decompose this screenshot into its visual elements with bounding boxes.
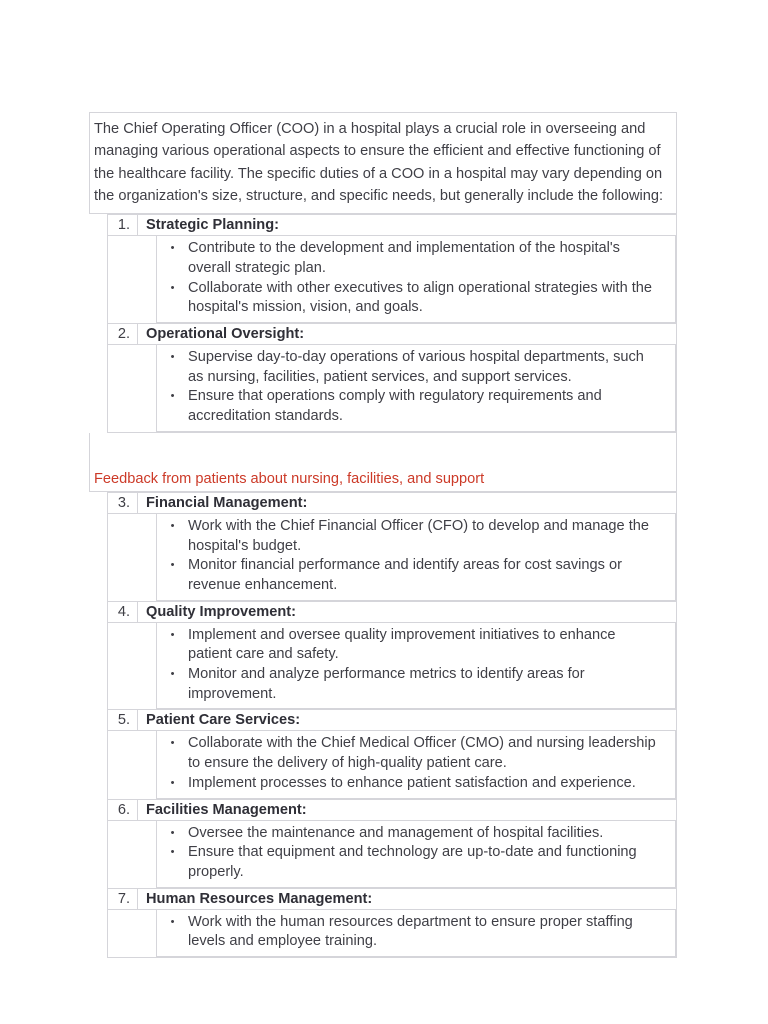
bullet-list xyxy=(156,623,676,710)
list-item-header xyxy=(108,602,676,623)
bullet-list xyxy=(156,821,676,888)
list-item-number: 3. xyxy=(108,493,138,513)
list-item-header xyxy=(108,710,676,731)
list-item-block xyxy=(107,709,677,798)
bullet-list xyxy=(156,731,676,798)
list-item-header xyxy=(108,800,676,821)
bullet-item xyxy=(157,348,665,387)
list-item-header xyxy=(108,493,676,514)
bullet-text: Ensure that equipment and technology are up-to-date and functioning properly. xyxy=(188,844,637,880)
list-item-number: 2. xyxy=(108,324,138,344)
list-item-title: Quality Improvement: xyxy=(146,603,297,620)
list-item-title: Human Resources Management: xyxy=(146,890,373,907)
bullet-list xyxy=(156,514,676,601)
bullet-text: Implement processes to enhance patient satisfaction and experience. xyxy=(188,774,636,791)
list-item-header xyxy=(108,889,676,910)
list-item-block xyxy=(107,323,677,433)
bullet-text: Work with the human resources department to ensure proper staffing levels and employee training. xyxy=(188,913,633,950)
list-item-title: Financial Management: xyxy=(146,494,308,511)
bullet-dot-icon: • xyxy=(170,915,175,928)
bullet-list xyxy=(156,236,676,323)
bullet-text: Oversee the maintenance and management of hospital facilities. xyxy=(188,824,604,841)
numbered-list-group-a xyxy=(89,214,677,433)
list-item-block xyxy=(107,799,677,888)
bullet-dot-icon: • xyxy=(170,519,175,532)
bullet-item xyxy=(157,626,665,665)
bullet-item xyxy=(157,824,665,844)
bullet-text: Supervise day-to-day operations of various hospital departments, such as nursing, facilities, patient services, and support services. xyxy=(188,349,644,385)
bullet-dot-icon: • xyxy=(170,281,175,294)
bullet-item xyxy=(157,734,665,773)
bullet-text: Ensure that operations comply with regulatory requirements and accreditation standards. xyxy=(188,388,602,425)
bullet-dot-icon: • xyxy=(170,242,175,255)
list-item-number: 7. xyxy=(108,889,138,909)
list-item-block xyxy=(107,888,677,958)
list-item-number: 4. xyxy=(108,602,138,622)
bullet-item xyxy=(157,279,665,318)
bullet-dot-icon: • xyxy=(170,846,175,859)
list-item-title: Strategic Planning: xyxy=(146,217,279,234)
list-item-header xyxy=(108,324,676,345)
bullet-text: Monitor financial performance and identify areas for cost savings or revenue enhancement. xyxy=(188,557,622,593)
bullet-list xyxy=(156,345,676,432)
bullet-list xyxy=(156,910,676,957)
bullet-text: Implement and oversee quality improvement initiatives to enhance patient care and safety. xyxy=(188,626,616,663)
annotation-box xyxy=(89,433,677,492)
list-item-block xyxy=(107,214,677,323)
intro-paragraph: The Chief Operating Officer (COO) in a hospital plays a crucial role in overseeing and managing various operational aspects to ensure the efficient and effective functioning of the healthcare facility. The specific duties of a COO in a hospital may vary depending on the organization's size, structure, and specific needs, but generally include the following: xyxy=(89,112,677,214)
list-item-block xyxy=(107,492,677,601)
bullet-item xyxy=(157,556,665,595)
annotation-text: Feedback from patients about nursing, facilities, and support xyxy=(94,470,485,487)
bullet-text: Work with the Chief Financial Officer (CFO) to develop and manage the hospital's budget. xyxy=(188,517,649,554)
bullet-item xyxy=(157,517,665,556)
bullet-dot-icon: • xyxy=(170,628,175,641)
bullet-item xyxy=(157,239,665,278)
bullet-dot-icon: • xyxy=(170,826,175,839)
bullet-dot-icon: • xyxy=(170,737,175,750)
bullet-dot-icon: • xyxy=(170,390,175,403)
bullet-item xyxy=(157,665,665,704)
bullet-text: Collaborate with the Chief Medical Officer (CMO) and nursing leadership to ensure the delivery of high-quality patient care. xyxy=(188,735,656,772)
bullet-dot-icon: • xyxy=(170,776,175,789)
list-item-header xyxy=(108,215,676,236)
list-item-block xyxy=(107,601,677,710)
bullet-dot-icon: • xyxy=(170,351,175,363)
list-item-title: Patient Care Services: xyxy=(146,712,301,729)
bullet-dot-icon: • xyxy=(170,668,175,681)
bullet-text: Monitor and analyze performance metrics to identify areas for improvement. xyxy=(188,666,585,702)
bullet-text: Collaborate with other executives to align operational strategies with the hospital's mission, vision, and goals. xyxy=(188,279,653,316)
list-item-number: 5. xyxy=(108,710,138,730)
list-item-number: 1. xyxy=(108,215,138,235)
list-item-title: Facilities Management: xyxy=(146,801,307,818)
list-item-title: Operational Oversight: xyxy=(146,326,305,342)
list-item-number: 6. xyxy=(108,800,138,820)
bullet-dot-icon: • xyxy=(170,559,175,572)
bullet-item xyxy=(157,774,665,794)
numbered-list-group-b xyxy=(89,492,677,958)
document-body xyxy=(89,112,677,958)
bullet-item xyxy=(157,913,665,952)
bullet-item xyxy=(157,387,665,426)
bullet-item xyxy=(157,843,665,882)
bullet-text: Contribute to the development and implementation of the hospital's overall strategic plan. xyxy=(188,240,620,276)
